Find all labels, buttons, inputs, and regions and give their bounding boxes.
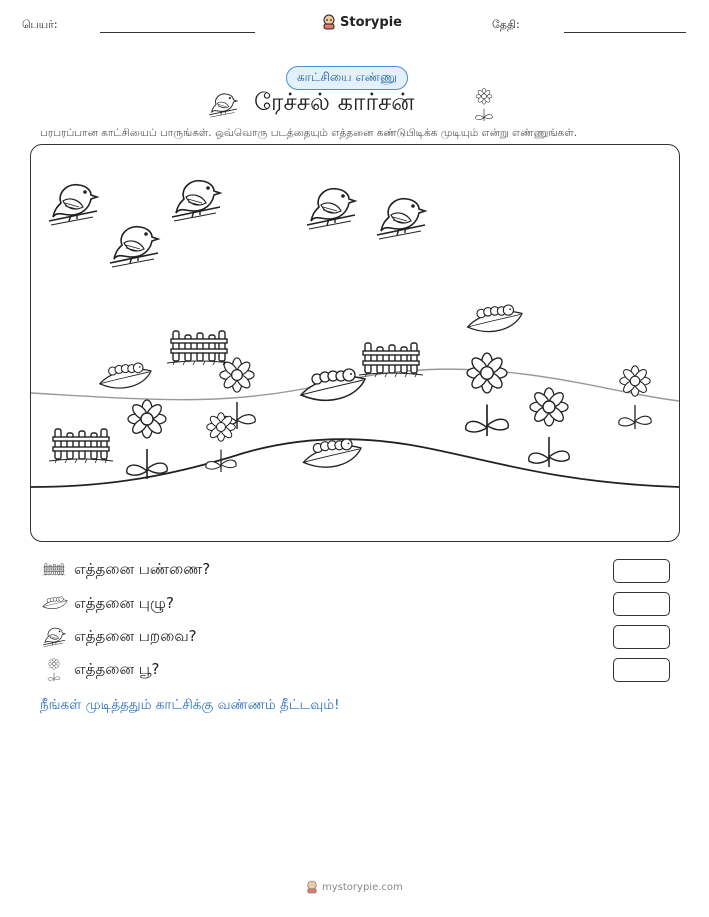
date-label: தேதி:: [492, 18, 520, 31]
brand-name: Storypie: [340, 14, 402, 30]
name-line[interactable]: [100, 32, 255, 33]
date-line[interactable]: [564, 32, 686, 33]
flower-icon: [44, 658, 64, 682]
answer-box[interactable]: [613, 625, 670, 649]
storypie-logo-icon: [322, 14, 336, 30]
flower-icon: [470, 88, 498, 122]
bird-icon: [208, 90, 238, 120]
flower: [466, 353, 509, 436]
fence-icon: [42, 561, 66, 579]
counting-scene: [30, 144, 680, 542]
flower: [529, 388, 570, 467]
question-text: எத்தனை பறவை?: [74, 627, 197, 645]
bird: [377, 199, 425, 239]
bird: [172, 181, 220, 221]
footer: [306, 880, 403, 894]
footer-url[interactable]: mystorypie.com: [322, 881, 403, 893]
page-title: ரேச்சல் கார்சன்: [254, 88, 415, 116]
question-row: [40, 658, 670, 684]
instructions: பரபரப்பான காட்சியைப் பாருங்கள். ஒவ்வொரு படத்தையும் எத்தனை கண்டுபிடிக்க முடியும் என்று எண்ணுங்கள்.: [40, 127, 578, 139]
scene-illustration: [31, 145, 679, 541]
question-row: [40, 625, 670, 651]
caterpillar-icon: [42, 595, 68, 613]
question-text: எத்தனை பூ?: [74, 660, 160, 678]
answer-box[interactable]: [613, 658, 670, 682]
answer-box[interactable]: [613, 592, 670, 616]
name-label: பெயர்:: [22, 18, 58, 31]
question-row: [40, 558, 670, 584]
caterpillar: [303, 439, 361, 467]
brand-logo: [322, 14, 402, 30]
bird: [307, 189, 355, 229]
question-text: எத்தனை புழு?: [74, 594, 174, 612]
bird: [49, 185, 97, 225]
flower: [619, 366, 651, 429]
closing-note: நீங்கள் முடித்ததும் காட்சிக்கு வண்ணம் தீட்டவும்!: [40, 697, 340, 713]
answer-box[interactable]: [613, 559, 670, 583]
question-row: [40, 592, 670, 618]
flower: [127, 400, 168, 479]
storypie-logo-icon: [306, 880, 318, 894]
caterpillar: [100, 363, 151, 388]
fence: [167, 331, 231, 365]
caterpillar: [301, 369, 365, 400]
bird: [110, 227, 158, 267]
activity-badge: காட்சியை எண்ணு: [286, 66, 408, 90]
question-text: எத்தனை பண்ணை?: [74, 560, 211, 578]
fence: [49, 429, 113, 463]
fence: [359, 343, 423, 377]
bird-icon: [42, 626, 66, 648]
caterpillar: [468, 305, 522, 332]
